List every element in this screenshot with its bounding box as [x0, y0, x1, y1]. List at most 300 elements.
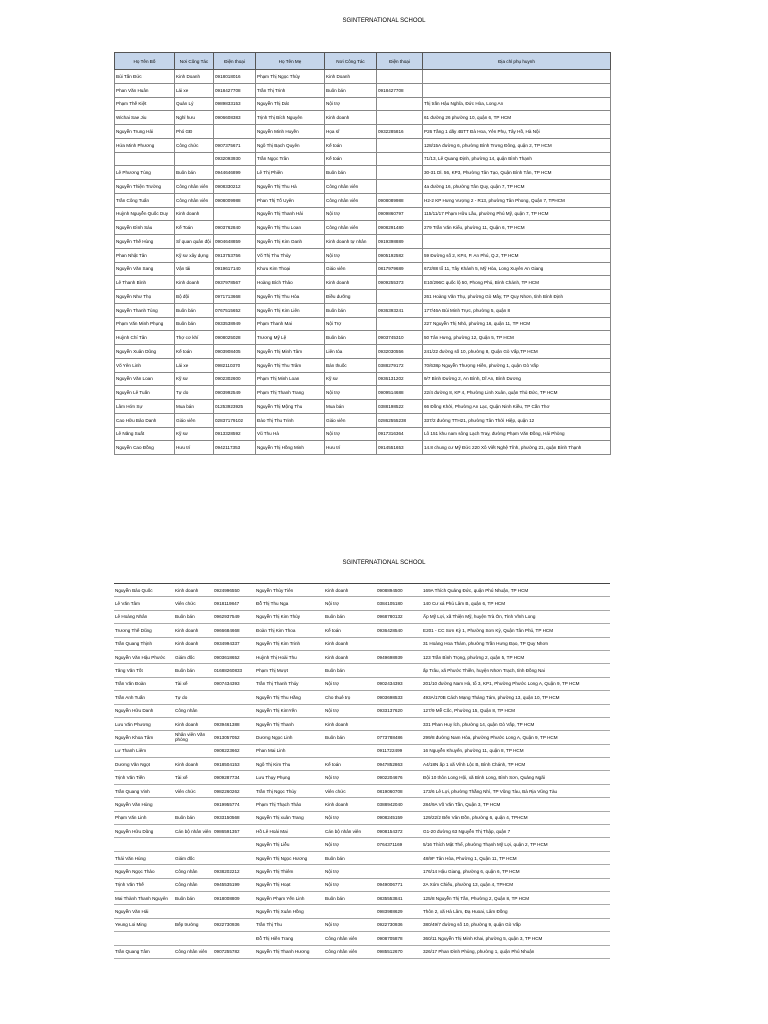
cell-mother-phone: 0388279172 [377, 358, 423, 372]
cell-father-name: Hứa Minh Phương [115, 138, 175, 152]
cell-mother-phone [376, 664, 422, 677]
cell-father-workplace: Nhân viên Văn phòng [174, 731, 213, 744]
cell-father-name: Nguyễn Bảo Quốc [114, 584, 174, 597]
cell-father-phone: 0913328592 [214, 427, 256, 441]
cell-mother-phone: 0819060708 [376, 784, 422, 797]
cell-address: 125/8 Nguyễn Thị Tần, Phường 2, Quận 8, TP HCM [422, 891, 610, 904]
page-title-2: SGINTERNATIONAL SCHOOL [342, 560, 426, 566]
cell-father-phone: 0903992549 [214, 386, 256, 400]
cell-father-workplace: Công nhân viên [175, 193, 214, 207]
cell-father-name: Bùi Tấn Đức [115, 70, 175, 84]
table-row [114, 865, 610, 878]
cell-mother-name: Phạm Thị Thạch Thảo [255, 798, 324, 811]
cell-father-name: Nguyễn Văn Hùng [114, 798, 174, 811]
cell-father-phone: 0934994337 [213, 637, 255, 650]
cell-father-name: Võ Yên Linh [115, 358, 175, 372]
cell-mother-workplace: Giáo viên [325, 262, 377, 276]
table-row [115, 413, 611, 427]
cell-father-phone: 0767515652 [214, 303, 256, 317]
cell-father-workplace: Viên chức [174, 597, 213, 610]
cell-address: A4/18N ấp 1 xã Vĩnh Lộc B, Bình Chánh, TP HCM [422, 758, 610, 771]
cell-father-phone: 0989833153 [214, 97, 256, 111]
cell-father-workplace: Kế Toán [175, 221, 214, 235]
table-row [115, 276, 611, 290]
cell-mother-phone [377, 70, 423, 84]
cell-mother-name: Lê Thị Phiên [256, 166, 325, 180]
cell-father-phone: 0937978567 [214, 276, 256, 290]
cell-father-workplace [174, 905, 213, 918]
cell-address: 331 Phan Huy Ích, phường 14, quận Gò Vấp, TP HCM [422, 717, 610, 730]
cell-father-phone: 0982110370 [214, 358, 256, 372]
table-row [114, 825, 610, 838]
cell-father-phone: 0933150568 [213, 811, 255, 824]
cell-address: 66 Đồng Khởi, Phường An Lạc, Quận Ninh Kiều, TP Cần Thơ [423, 400, 611, 414]
table-row [114, 731, 610, 744]
cell-mother-name: Trần Thị Thanh Thúy [255, 677, 324, 690]
table-row [115, 317, 611, 331]
cell-mother-name: Vũ Thu Hà [256, 427, 325, 441]
table-row [114, 624, 610, 637]
cell-father-name: Trương Thế Dũng [114, 624, 174, 637]
cell-father-phone [213, 838, 255, 851]
cell-father-phone: 0907434393 [213, 677, 255, 690]
table-row [114, 677, 610, 690]
cell-mother-workplace: Bán thuốc [325, 358, 377, 372]
cell-mother-phone: 0918427708 [377, 83, 423, 97]
cell-father-workplace: Tự do [174, 691, 213, 704]
cell-mother-phone: 0949006771 [376, 878, 422, 891]
cell-address: 2A Xóm Chiếu, phường 13, quận 4, TPHCM [422, 878, 610, 891]
table-row [115, 427, 611, 441]
cell-mother-phone: 0922730936 [376, 918, 422, 931]
cell-father-workplace: Tự do [175, 386, 214, 400]
cell-mother-phone [377, 152, 423, 166]
cell-mother-phone: 0835553841 [376, 891, 422, 904]
table-row [115, 70, 611, 84]
cell-mother-phone: 02862555238 [377, 413, 423, 427]
table-row [115, 386, 611, 400]
cell-father-name: Nguyễn Hữu Dũng [114, 825, 174, 838]
cell-mother-workplace: Nội trợ [324, 918, 376, 931]
cell-father-workplace: Buôn bán [174, 610, 213, 623]
cell-father-workplace: Mua bán [175, 400, 214, 414]
cell-mother-workplace: Nội trợ [324, 677, 376, 690]
cell-mother-phone: 0911722499 [376, 744, 422, 757]
cell-mother-name: Nguyễn Thùy Tiên [255, 584, 324, 597]
table-row [114, 584, 610, 597]
cell-mother-name: Nguyễn Thị Thiêm [255, 865, 324, 878]
cell-mother-phone: 0919398889 [377, 235, 423, 249]
table-row [115, 97, 611, 111]
cell-address: E10/296C quốc lộ 50, Phong Phú, Bình Chánh, TP HCM [423, 276, 611, 290]
cell-father-phone [213, 905, 255, 918]
cell-mother-phone: 0908245159 [376, 811, 422, 824]
cell-address [423, 235, 611, 249]
cell-father-workplace: Vận tải [175, 262, 214, 276]
cell-father-name [114, 838, 174, 851]
table-row [114, 851, 610, 864]
cell-father-workplace: Kinh doanh [175, 207, 214, 221]
cell-address: 129/22/2 Bến Vân Đồn, phường 6, quận 4, TPHCM [422, 811, 610, 824]
cell-father-name: Trần Anh Tuấn [114, 691, 174, 704]
cell-mother-phone: 0914551653 [377, 441, 423, 455]
page-title-1: SGINTERNATIONAL SCHOOL [342, 18, 426, 24]
cell-father-name: Nguyễn Văn Sang [115, 262, 175, 276]
cell-father-name: Phạm Văn Linh [114, 811, 174, 824]
cell-address: Ấp Mỹ Lợi, xã Thiện Mỹ, huyện Trà Ôn, Tỉnh Vĩnh Long [422, 610, 610, 623]
table-row [114, 945, 610, 958]
cell-mother-phone: 0909255373 [377, 276, 423, 290]
cell-father-workplace [174, 838, 213, 851]
cell-mother-workplace: Buôn bán [325, 83, 377, 97]
cell-address: 201/10 đường Nam Hà, tổ 3, KP1, Phường Phước Long A, Quận 9, TP HCM [422, 677, 610, 690]
cell-address: 128/15A đường 6, phường Bình Trưng Đông, quận 2, TP HCM [423, 138, 611, 152]
cell-mother-phone: 0388942040 [376, 798, 422, 811]
cell-mother-workplace: Nội Trợ [325, 317, 377, 331]
cell-mother-phone: 0764371169 [376, 838, 422, 851]
cell-address: 241/22 đường số 10, phường 8, Quận Gò Vấp,TP HCM [423, 345, 611, 359]
cell-father-phone [214, 125, 256, 139]
cell-father-name: Trần Công Tuấn [115, 193, 175, 207]
cell-father-name: Trần Quang Vinh [114, 784, 174, 797]
header-mother-name: Họ Tên Mẹ [256, 53, 325, 70]
cell-mother-name: Nguyễn Thị Hồng Minh [256, 441, 325, 455]
cell-father-workplace: Buôn bán [174, 891, 213, 904]
cell-mother-phone: 0908705878 [376, 932, 422, 945]
cell-father-name: Wichai Sae Jiu [115, 111, 175, 125]
cell-father-workplace: Giám đốc [174, 851, 213, 864]
cell-father-workplace: Kinh doanh [174, 717, 213, 730]
table-row [114, 691, 610, 704]
cell-father-name: Lê Thanh Bình [115, 276, 175, 290]
cell-father-phone: 0902302600 [214, 372, 256, 386]
cell-mother-name: Nguyễn Thị Hoạt [255, 878, 324, 891]
table-row [115, 221, 611, 235]
cell-mother-workplace: Kinh doanh [325, 111, 377, 125]
cell-father-workplace: Kinh Doanh [175, 70, 214, 84]
cell-father-name: Nguyễn Cao Đồng [115, 441, 175, 455]
cell-mother-phone [377, 317, 423, 331]
cell-mother-phone: 0936131202 [377, 372, 423, 386]
cell-father-workplace: Lái xe [175, 83, 214, 97]
cell-mother-phone [376, 717, 422, 730]
cell-mother-phone: 0908154372 [376, 825, 422, 838]
cell-address: 360/11 Nguyễn Thị Minh Khai, phường 5, quận 3, TP HCM [422, 932, 610, 945]
cell-mother-workplace: Nội trợ [324, 838, 376, 851]
cell-father-name: Trịnh Văn Tiến [114, 771, 174, 784]
cell-mother-workplace: Viên chức [324, 784, 376, 797]
table-row [114, 891, 610, 904]
cell-mother-name: Phạm Thị Minh Loan [256, 372, 325, 386]
header-mother-phone: Điện thoại [377, 53, 423, 70]
cell-mother-phone: 0936428540 [376, 624, 422, 637]
cell-mother-name: Đoàn Thị Kim Thoa [255, 624, 324, 637]
table-row [115, 290, 611, 304]
cell-father-phone: 0945535199 [213, 878, 255, 891]
cell-father-name: Phan Nhật Tân [115, 248, 175, 262]
cell-mother-phone: 0932030556 [377, 345, 423, 359]
cell-mother-name: Lưu Thụy Phụng [255, 771, 324, 784]
cell-mother-name: Nguyễn Thị Thu Hằng [255, 691, 324, 704]
table-row [115, 331, 611, 345]
cell-mother-name: Trương Mỹ Lệ [256, 331, 325, 345]
cell-address: 48/9F Tân Hòa, Phường 1, Quận 11, TP HCM [422, 851, 610, 864]
table-row [115, 303, 611, 317]
cell-address: G1-20 đường 63 Nguyễn Thị Thập, quận 7 [422, 825, 610, 838]
cell-father-workplace: Kinh doanh [174, 637, 213, 650]
cell-father-phone: 01688260833 [213, 664, 255, 677]
cell-father-phone: 0982260262 [213, 784, 255, 797]
cell-father-name: Lê Năng Suất [115, 427, 175, 441]
cell-mother-phone [377, 180, 423, 194]
cell-mother-workplace: Họa sĩ [325, 125, 377, 139]
cell-father-phone: 0922730936 [213, 918, 255, 931]
cell-mother-phone: 0817979689 [377, 262, 423, 276]
cell-address: 5/16 Thích Mật Thể, phường Thạnh Mỹ Lợi, quận 2, TP HCM [422, 838, 610, 851]
cell-mother-name: Phạm Thanh Mai [256, 317, 325, 331]
cell-father-workplace: Bếp trưởng [174, 918, 213, 931]
cell-father-name: Mai Thành Thanh Nguyên [114, 891, 174, 904]
cell-mother-name: Nguyễn Thị Kim Liên [256, 303, 325, 317]
table-row [114, 798, 610, 811]
cell-father-name: Nguyễn Khoa Tâm [114, 731, 174, 744]
cell-father-name: Nguyễn Như Thọ [115, 290, 175, 304]
cell-father-workplace: Công nhân [174, 878, 213, 891]
cell-address: 61 đường 26 phường 10, quận 6, TP HCM [423, 111, 611, 125]
cell-mother-name: Trần Thị Thu [255, 918, 324, 931]
cell-mother-name: Ngô Thị Bạch Quyên [256, 138, 325, 152]
cell-father-workplace: Kinh doanh [174, 624, 213, 637]
cell-address: 31 Hoàng Hoa Thám, phường Trần Hưng Đạo, TP Quy Nhơn [422, 637, 610, 650]
cell-address: Thôn 2, xã Hà Lâm, Đạ Huoai, Lâm Đồng [422, 905, 610, 918]
cell-address: P26 Tầng 1 dãy 4BTT Đà Hoa, Yên Phụ, Tây Hồ, Hà Nội [423, 125, 611, 139]
cell-mother-phone: 0917316364 [377, 427, 423, 441]
cell-father-workplace: Kinh doanh [174, 584, 213, 597]
cell-mother-workplace: Kinh doanh [325, 276, 377, 290]
cell-father-phone: 0918119847 [213, 597, 255, 610]
cell-mother-workplace: Nội trợ [324, 597, 376, 610]
cell-father-workplace: Viên chức [174, 784, 213, 797]
cell-mother-workplace: Liên tòa [325, 345, 377, 359]
cell-father-name: Nguyễn Văn Hải [114, 905, 174, 918]
cell-father-workplace: Giáo viên [175, 413, 214, 427]
cell-address [423, 70, 611, 84]
cell-father-phone: 0924996550 [213, 584, 255, 597]
cell-father-phone: 0904648859 [214, 235, 256, 249]
cell-father-workplace: Sĩ quan quân đội [175, 235, 214, 249]
cell-father-phone [213, 851, 255, 864]
cell-father-phone: 0938202212 [213, 865, 255, 878]
cell-mother-phone [377, 97, 423, 111]
cell-address: 672/88 tổ 11, Tây Khánh 5, Mỹ Hòa, Long Xuyên An Giang [423, 262, 611, 276]
table-row [115, 180, 611, 194]
cell-mother-name: Nguyễn Thị Xuân Hồng [255, 905, 324, 918]
table-row [115, 83, 611, 97]
cell-father-phone: 0903618652 [213, 650, 255, 663]
cell-father-phone: 0971713668 [214, 290, 256, 304]
cell-father-name [115, 152, 175, 166]
cell-mother-name: Đào Thị Thu Trinh [256, 413, 325, 427]
cell-mother-phone: 0903745310 [377, 331, 423, 345]
cell-father-name: Nguyễn Lê Tuấn [115, 386, 175, 400]
cell-mother-workplace: Buôn bán [324, 664, 376, 677]
table-row [115, 345, 611, 359]
cell-mother-name: Nguyễn Thị Ngọc Hương [255, 851, 324, 864]
cell-mother-phone: 0905192582 [377, 248, 423, 262]
cell-father-name: Huỳnh Chí Tân [115, 331, 175, 345]
cell-father-name: Lư Thanh Liêm [114, 744, 174, 757]
cell-father-name: Nguyễn Xuân Dũng [115, 345, 175, 359]
table-row [114, 918, 610, 931]
cell-mother-phone: 0968780132 [376, 610, 422, 623]
cell-mother-workplace: Nội trợ [325, 207, 377, 221]
cell-father-name: Tăng Văn Tốt [114, 664, 174, 677]
cell-father-workplace: Kỹ sư [175, 427, 214, 441]
cell-mother-phone: 0909860797 [377, 207, 423, 221]
cell-address: Lô 151 khu nam sông Lạch Tray, đường Phạm Văn Đồng, Hải Phòng [423, 427, 611, 441]
cell-mother-name: Nguyễn Thị Thanh [255, 717, 324, 730]
cell-father-workplace: Thợ cơ khí [175, 331, 214, 345]
cell-father-name: Nguyễn Thiện Trường [115, 180, 175, 194]
cell-father-name: Lê Phương Tùng [115, 166, 175, 180]
cell-father-phone [213, 704, 255, 717]
cell-father-phone: 0919955774 [213, 798, 255, 811]
cell-mother-name: Nguyễn Thị Kim Trinh [255, 637, 324, 650]
cell-mother-workplace: Nội trợ [325, 248, 377, 262]
cell-father-workplace: Tài xế [174, 771, 213, 784]
cell-father-phone: 01253923925 [214, 400, 256, 414]
cell-father-name: Nguyễn Thanh Tùng [115, 303, 175, 317]
cell-mother-name: Nguyễn Thị Dát [256, 97, 325, 111]
cell-father-name: Phan Văn Huân [115, 83, 175, 97]
cell-mother-name: Nguyễn Thị Mộng Thu [256, 400, 325, 414]
cell-address: 169A Thích Quảng Đức, quận Phú Nhuận, TP HCM [422, 584, 610, 597]
cell-mother-name: Nguyễn Phạm Yến Linh [255, 891, 324, 904]
cell-address: 70/638p Nguyễn Thượng Hiền, phường 1, quận Gò Vấp [423, 358, 611, 372]
table-row [114, 771, 610, 784]
cell-mother-phone: 0902204676 [376, 771, 422, 784]
cell-address: 261 Hoàng Văn Thụ, phường Gò Mây, TP Quy Nhơn, tỉnh Bình Định [423, 290, 611, 304]
table-row [114, 704, 610, 717]
cell-father-workplace: Hưu trí [175, 441, 214, 455]
cell-mother-workplace: Nội trợ [325, 97, 377, 111]
cell-mother-workplace: Kinh doanh [324, 637, 376, 650]
cell-mother-name: Hoàng Bích Thảo [256, 276, 325, 290]
cell-father-phone: 0913753756 [214, 248, 256, 262]
cell-address [423, 83, 611, 97]
cell-mother-name: Ngô Thị Kim Thu [255, 758, 324, 771]
table-row [115, 262, 611, 276]
cell-mother-workplace: Công nhân viên [325, 193, 377, 207]
cell-father-workplace: Giám đốc [174, 650, 213, 663]
cell-mother-name: Trần Ngọc Trân [256, 152, 325, 166]
cell-address: H2-2 KP Hưng Vượng 2 - R13, phường Tân Phong, Quận 7, TPHCM [423, 193, 611, 207]
cell-address: 59 Đường số 2, KP4, P. An Phú, Q.2, TP HCM [423, 248, 611, 262]
cell-father-phone: 0903762840 [214, 221, 256, 235]
cell-father-workplace: Cán bộ nhân viên [174, 825, 213, 838]
cell-mother-name: Phạm Thị Thanh Trang [256, 386, 325, 400]
cell-father-workplace: Quản Lý [175, 97, 214, 111]
cell-address: 22/4 đường 8, KP 4, Phường Linh Xuân, quận Thủ Đức, TP HCM [423, 386, 611, 400]
cell-mother-phone: 0983988629 [376, 905, 422, 918]
table-row [114, 758, 610, 771]
cell-father-phone: 0944646899 [214, 166, 256, 180]
cell-mother-phone: 0902434393 [376, 677, 422, 690]
cell-mother-workplace: Kế toán [324, 758, 376, 771]
cell-father-phone: 0933538949 [214, 317, 256, 331]
parent-table-1 [114, 52, 611, 455]
cell-mother-workplace: Nội trợ [324, 704, 376, 717]
table-row [115, 125, 611, 139]
cell-father-phone: 0966684668 [213, 624, 255, 637]
cell-mother-name: Nguyễn Thị Thu Hà [256, 180, 325, 194]
cell-father-name: Trần Văn Đoàn [114, 677, 174, 690]
cell-father-workplace: Nghỉ hưu [175, 111, 214, 125]
cell-mother-workplace: Mua bán [325, 400, 377, 414]
table-row [115, 111, 611, 125]
cell-mother-phone [377, 111, 423, 125]
cell-mother-workplace: Nội trợ [325, 386, 377, 400]
cell-father-workplace: Buôn bán [175, 166, 214, 180]
cell-father-phone: 0918008809 [213, 891, 255, 904]
cell-father-phone: 0962937549 [213, 610, 255, 623]
cell-mother-workplace: Công nhân viên [325, 180, 377, 194]
header-address: Địa chỉ phụ huynh [423, 53, 611, 70]
cell-father-workplace: Kế toán [175, 345, 214, 359]
cell-mother-phone [376, 637, 422, 650]
cell-father-name: Dương Văn Ngọt [114, 758, 174, 771]
table-row [115, 358, 611, 372]
cell-father-phone: 0939461388 [213, 717, 255, 730]
header-father-phone: Điện thoại [214, 53, 256, 70]
cell-mother-phone: 0384105180 [376, 597, 422, 610]
header-father-name: Họ Tên Bố [115, 53, 175, 70]
cell-address: 176/14 Hậu Giang, phường 6, quận 6, TP HCM [422, 865, 610, 878]
table-row [115, 166, 611, 180]
parent-table-2 [114, 583, 610, 959]
cell-father-workplace: Phó GĐ [175, 125, 214, 139]
cell-father-phone: 0918018016 [214, 70, 256, 84]
cell-father-name: Trịnh Văn Thế [114, 878, 174, 891]
cell-father-phone [213, 932, 255, 945]
cell-father-name: Nguyễn Đình Sáu [115, 221, 175, 235]
table-row [115, 152, 611, 166]
cell-father-workplace: Buôn bán [175, 303, 214, 317]
table-row [114, 838, 610, 851]
cell-address: 14.8 chung cư Mỹ Đức 220 Xô Viết Nghệ Tĩnh, phường 21, quận Bình Thạnh [423, 441, 611, 455]
cell-mother-name: Trần Thị Ngọc Thúy [255, 784, 324, 797]
cell-father-phone: 0907375671 [214, 138, 256, 152]
cell-mother-name: Khưu Kim Thoại [256, 262, 325, 276]
table-header-row [115, 53, 611, 70]
cell-mother-workplace: Kinh doanh [324, 798, 376, 811]
cell-father-name: Yeung Loi Ming [114, 918, 174, 931]
cell-father-phone: 0906608383 [214, 111, 256, 125]
cell-mother-name: Phan Thị Tố Uyên [256, 193, 325, 207]
cell-mother-workplace [324, 744, 376, 757]
cell-mother-workplace: Buôn bán [325, 303, 377, 317]
cell-address: E201 - CC Sơn Kỳ 1, Phường Sơn Kỳ, Quận Tân Phú, TP HCM [422, 624, 610, 637]
cell-mother-workplace: Nội trợ [324, 771, 376, 784]
cell-address: 50 Tân Hưng, phường 12, Quận 5, TP HCM [423, 331, 611, 345]
cell-mother-workplace: Kinh doanh [324, 650, 376, 663]
cell-mother-phone [377, 290, 423, 304]
cell-mother-workplace: Công nhân viên [325, 221, 377, 235]
cell-address: 4a đường 16, phường Tân Quy, quận 7, TP HCM [423, 180, 611, 194]
cell-father-phone: 0908025028 [214, 331, 256, 345]
cell-mother-name: Nguyễn Thị Thu Loan [256, 221, 325, 235]
cell-mother-phone [377, 166, 423, 180]
